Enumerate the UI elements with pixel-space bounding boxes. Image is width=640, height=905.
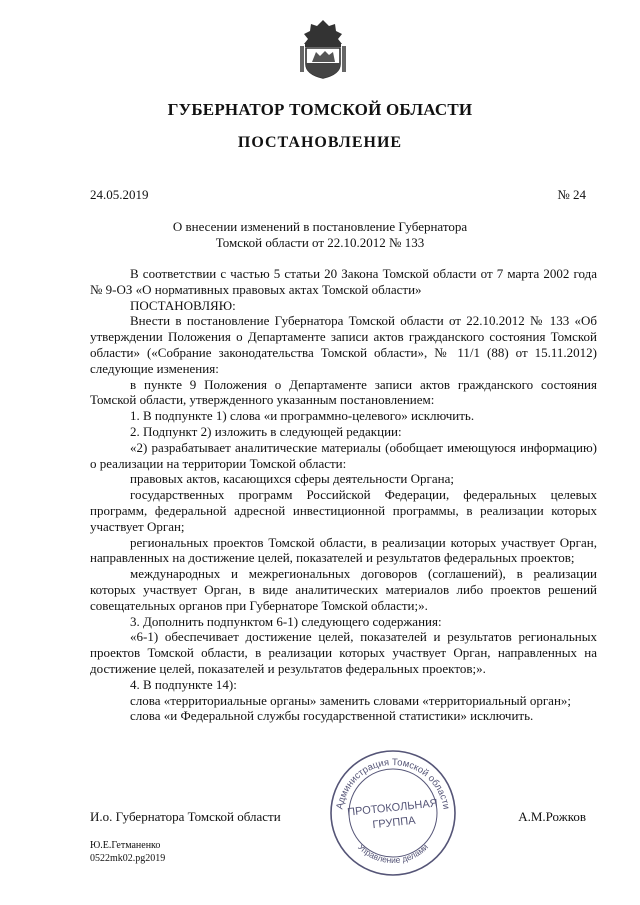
file-reference: 0522mk02.pg2019 [90,853,166,864]
document-body [90,266,597,724]
subject-line: Томской области от 22.10.2012 № 133 [215,235,425,250]
body-paragraph: слова «территориальные органы» заменить словами «территориальный орган»; [130,692,572,708]
stamp-ring-text: Администрация Томской области [334,756,452,811]
body-paragraph: международных и межрегиональных договоров (соглашений), в реализации которых участвует Орган, в виде аналитических материалов либо проектов решений совещательных органов при Губернаторе Томской области;». [90,566,597,613]
issuer-title: ГУБЕРНАТОР ТОМСКОЙ ОБЛАСТИ [167,100,473,119]
body-paragraph: 2. Подпункт 2) изложить в следующей редакции: [130,423,402,439]
signatory-name: А.М.Рожков [518,809,586,824]
body-paragraph: слова «и Федеральной службы государственной статистики» исключить. [130,708,534,724]
document-type: ПОСТАНОВЛЕНИЕ [237,134,403,151]
body-paragraph: 3. Дополнить подпунктом 6-1) следующего содержания: [130,613,442,629]
body-paragraph: Внести в постановление Губернатора Томской области от 22.10.2012 № 133 «Об утверждении Положения о Департаменте записи актов гражданского состояния Томской области» («Собрание законодательства Томской области», № 11/1 (88) от 15.11.2012) следующие изменения: [90,313,597,376]
stamp-line-1: ПРОТОКОЛЬНАЯ [346,797,439,819]
executor-name: Ю.Е.Гетманенко [90,840,161,851]
body-paragraph: ПОСТАНОВЛЯЮ: [130,297,236,313]
signatory-position: И.о. Губернатора Томской области [90,809,281,824]
body-paragraph: В соответствии с частью 5 статьи 20 Закона Томской области от 7 марта 2002 года № 9-ОЗ «О нормативных правовых актах Томской области» [90,266,597,297]
body-paragraph: региональных проектов Томской области, в реализации которых участвует Орган, направленных на достижение целей, показателей и результатов федеральных проектов; [90,534,597,566]
stamp-line-2: ГРУППА [371,814,417,832]
body-paragraph: в пункте 9 Положения о Департаменте записи актов гражданского состояния Томской области, утвержденного указанным постановлением: [90,376,597,408]
body-paragraph: государственных программ Российской Федерации, федеральных целевых программ, федеральной адресной инвестиционной программы, в реализации которых участвует Орган; [90,487,597,534]
document-number: № 24 [557,187,586,202]
body-paragraph: «6-1) обеспечивает достижение целей, показателей и результатов региональных проектов Томской области, в реализации которых участвует Орган, направленных на достижение целей, показателей и результатов федеральных проектов;». [90,629,597,676]
protocol-group-stamp [328,748,458,878]
stamp-ring-bottom: Управление делами [356,841,430,866]
subject-line: О внесении изменений в постановление Губернатора [172,219,468,234]
document-date: 24.05.2019 [90,187,149,202]
body-paragraph: правовых актов, касающихся сферы деятельности Органа; [130,471,454,487]
body-paragraph: 4. В подпункте 14): [130,676,237,692]
body-paragraph: «2) разрабатывает аналитические материалы (обобщает имеющуюся информацию) о реализации на территории Томской области: [90,439,597,471]
document-subject [0,219,640,251]
body-paragraph: 1. В подпункте 1) слова «и программно-целевого» исключить. [130,408,475,424]
coat-of-arms-icon [298,18,348,80]
executor-info [90,839,165,865]
